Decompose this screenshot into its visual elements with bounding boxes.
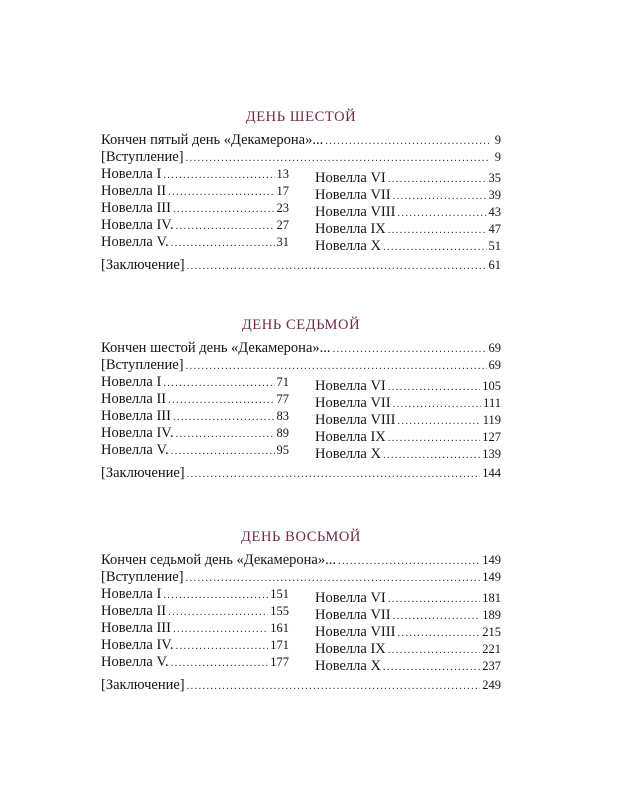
entry-page: 47 — [488, 222, 501, 236]
entry-page: 95 — [276, 443, 289, 457]
novella-column-left — [101, 166, 289, 255]
toc-entry[interactable] — [101, 620, 289, 637]
entry-label: Новелла VIII — [315, 624, 396, 640]
entry-label: Новелла II — [101, 391, 167, 407]
entry-label: Новелла V. — [101, 442, 169, 458]
toc-entry[interactable] — [101, 603, 289, 620]
section-title: ДЕНЬ ШЕСТОЙ — [245, 109, 357, 125]
toc-entry[interactable] — [315, 395, 501, 412]
entry-page: 9 — [494, 133, 501, 147]
entry-page: 13 — [276, 167, 289, 181]
toc-entry[interactable] — [101, 465, 501, 482]
entry-label: Новелла VII — [315, 187, 391, 203]
entry-label: Новелла IV. — [101, 425, 174, 441]
entry-label: Новелла I — [101, 586, 162, 602]
entry-page: 35 — [488, 171, 501, 185]
dot-leader — [397, 413, 480, 430]
entry-page: 89 — [276, 426, 289, 440]
toc-entry[interactable] — [315, 429, 501, 446]
entry-label: [Заключение] — [101, 257, 185, 273]
dot-leader — [186, 570, 481, 587]
dot-leader — [388, 171, 487, 188]
entry-page: 181 — [482, 591, 501, 605]
entry-page: 43 — [488, 205, 501, 219]
dot-leader — [388, 591, 480, 608]
toc-entry[interactable] — [101, 183, 289, 200]
toc-entry[interactable] — [101, 569, 501, 586]
novella-column-right — [315, 374, 501, 463]
dot-leader — [388, 379, 480, 396]
dot-leader — [186, 358, 487, 375]
entry-page: 127 — [482, 430, 501, 444]
dot-leader — [173, 409, 275, 426]
dot-leader — [325, 133, 489, 150]
toc-entry[interactable] — [101, 442, 289, 459]
toc-entry[interactable] — [315, 238, 501, 255]
novella-column-left — [101, 374, 289, 463]
entry-label: [Вступление] — [101, 569, 184, 585]
dot-leader — [168, 604, 268, 621]
entry-page: 71 — [276, 375, 289, 389]
entry-page: 177 — [270, 655, 289, 669]
entry-page: 69 — [488, 341, 501, 355]
toc-entry[interactable] — [101, 637, 289, 654]
toc-entry[interactable] — [101, 408, 289, 425]
entry-label: Новелла IV. — [101, 637, 174, 653]
dot-leader — [383, 239, 487, 256]
toc-entry[interactable] — [101, 677, 501, 694]
dot-leader — [186, 150, 489, 167]
toc-entry[interactable] — [315, 624, 501, 641]
entry-label: Кончен шестой день «Декамерона»... — [101, 340, 331, 356]
dot-leader — [338, 553, 480, 570]
entry-label: Новелла VIII — [315, 204, 396, 220]
entry-page: 155 — [270, 604, 289, 618]
dot-leader — [388, 430, 480, 447]
entry-page: 39 — [488, 188, 501, 202]
dot-leader — [187, 258, 487, 275]
entry-label: Новелла V. — [101, 234, 169, 250]
entry-label: Новелла VIII — [315, 412, 396, 428]
toc-entry[interactable] — [315, 607, 501, 624]
entry-label: Новелла I — [101, 166, 162, 182]
dot-leader — [168, 392, 274, 409]
dot-leader — [171, 655, 269, 672]
entry-page: 17 — [276, 184, 289, 198]
dot-leader — [168, 184, 274, 201]
toc-entry[interactable] — [101, 234, 289, 251]
toc-entry[interactable] — [101, 586, 289, 603]
entry-label: Новелла VI — [315, 590, 386, 606]
dot-leader — [187, 466, 481, 483]
dot-leader — [397, 625, 480, 642]
toc-entry[interactable] — [315, 641, 501, 658]
entry-page: 149 — [482, 570, 501, 584]
entry-label: Новелла V. — [101, 654, 169, 670]
entry-page: 249 — [482, 678, 501, 692]
dot-leader — [163, 167, 274, 184]
entry-page: 61 — [488, 258, 501, 272]
toc-entry[interactable] — [101, 149, 501, 166]
dot-leader — [173, 201, 275, 218]
dot-leader — [176, 426, 275, 443]
entry-page: 77 — [276, 392, 289, 406]
dot-leader — [388, 222, 487, 239]
dot-leader — [173, 621, 268, 638]
entry-label: Новелла VII — [315, 395, 391, 411]
toc-entry[interactable] — [315, 658, 501, 675]
entry-page: 23 — [276, 201, 289, 215]
entry-label: Новелла III — [101, 408, 171, 424]
toc-entry[interactable] — [315, 590, 501, 607]
entry-label: Новелла II — [101, 183, 167, 199]
novella-column-right — [315, 586, 501, 675]
toc-entry[interactable] — [101, 340, 501, 357]
entry-page: 215 — [482, 625, 501, 639]
entry-label: Новелла X — [315, 238, 381, 254]
novella-column-left — [101, 586, 289, 675]
toc-entry[interactable] — [315, 170, 501, 187]
dot-leader — [388, 642, 480, 659]
entry-page: 27 — [276, 218, 289, 232]
toc-entry[interactable] — [101, 166, 289, 183]
entry-label: Кончен седьмой день «Декамерона»... — [101, 552, 336, 568]
dot-leader — [176, 638, 269, 655]
entry-label: Новелла IX — [315, 221, 386, 237]
novella-column-right — [315, 166, 501, 255]
entry-label: Новелла X — [315, 658, 381, 674]
entry-label: Новелла VII — [315, 607, 391, 623]
toc-entry[interactable] — [315, 446, 501, 463]
toc-section-day-seven — [101, 316, 501, 482]
entry-label: Новелла II — [101, 603, 167, 619]
toc-entry[interactable] — [101, 425, 289, 442]
dot-leader — [393, 396, 482, 413]
entry-label: Новелла IX — [315, 641, 386, 657]
toc-entry[interactable] — [101, 357, 501, 374]
entry-page: 144 — [482, 466, 501, 480]
entry-label: [Заключение] — [101, 465, 185, 481]
toc-entry[interactable] — [315, 187, 501, 204]
entry-label: Новелла VI — [315, 378, 386, 394]
entry-page: 111 — [483, 396, 501, 410]
entry-label: [Вступление] — [101, 149, 184, 165]
entry-label: Новелла III — [101, 620, 171, 636]
dot-leader — [176, 218, 275, 235]
dot-leader — [171, 443, 275, 460]
dot-leader — [187, 678, 481, 695]
entry-label: Новелла X — [315, 446, 381, 462]
entry-label: Новелла IV. — [101, 217, 174, 233]
toc-entry[interactable] — [101, 552, 501, 569]
dot-leader — [333, 341, 487, 358]
dot-leader — [393, 608, 481, 625]
section-title: ДЕНЬ СЕДЬМОЙ — [241, 317, 361, 333]
toc-entry[interactable] — [101, 391, 289, 408]
toc-entry[interactable] — [101, 217, 289, 234]
entry-label: Кончен пятый день «Декамерона»... — [101, 132, 324, 148]
toc-section-day-six — [101, 108, 501, 274]
dot-leader — [163, 587, 268, 604]
toc-entry[interactable] — [101, 200, 289, 217]
entry-page: 105 — [482, 379, 501, 393]
toc-entry[interactable] — [315, 221, 501, 238]
toc-entry[interactable] — [315, 204, 501, 221]
entry-label: Новелла IX — [315, 429, 386, 445]
toc-entry[interactable] — [101, 257, 501, 274]
entry-page: 139 — [482, 447, 501, 461]
entry-page: 51 — [488, 239, 501, 253]
entry-page: 83 — [276, 409, 289, 423]
toc-entry[interactable] — [101, 374, 289, 391]
entry-page: 69 — [488, 358, 501, 372]
entry-page: 149 — [482, 553, 501, 567]
entry-page: 161 — [270, 621, 289, 635]
entry-page: 237 — [482, 659, 501, 673]
toc-section-day-eight — [101, 528, 501, 694]
entry-page: 171 — [270, 638, 289, 652]
dot-leader — [393, 188, 487, 205]
dot-leader — [383, 447, 480, 464]
entry-label: [Вступление] — [101, 357, 184, 373]
toc-entry[interactable] — [315, 378, 501, 395]
entry-label: Новелла VI — [315, 170, 386, 186]
dot-leader — [163, 375, 274, 392]
entry-page: 221 — [482, 642, 501, 656]
dot-leader — [171, 235, 275, 252]
toc-entry[interactable] — [101, 654, 289, 671]
dot-leader — [383, 659, 480, 676]
dot-leader — [397, 205, 486, 222]
entry-page: 9 — [494, 150, 501, 164]
section-title: ДЕНЬ ВОСЬМОЙ — [241, 529, 361, 545]
toc-entry[interactable] — [315, 412, 501, 429]
entry-page: 189 — [482, 608, 501, 622]
entry-label: [Заключение] — [101, 677, 185, 693]
entry-page: 151 — [270, 587, 289, 601]
toc-entry[interactable] — [101, 132, 501, 149]
entry-page: 119 — [482, 413, 501, 427]
entry-label: Новелла I — [101, 374, 162, 390]
entry-label: Новелла III — [101, 200, 171, 216]
entry-page: 31 — [276, 235, 289, 249]
